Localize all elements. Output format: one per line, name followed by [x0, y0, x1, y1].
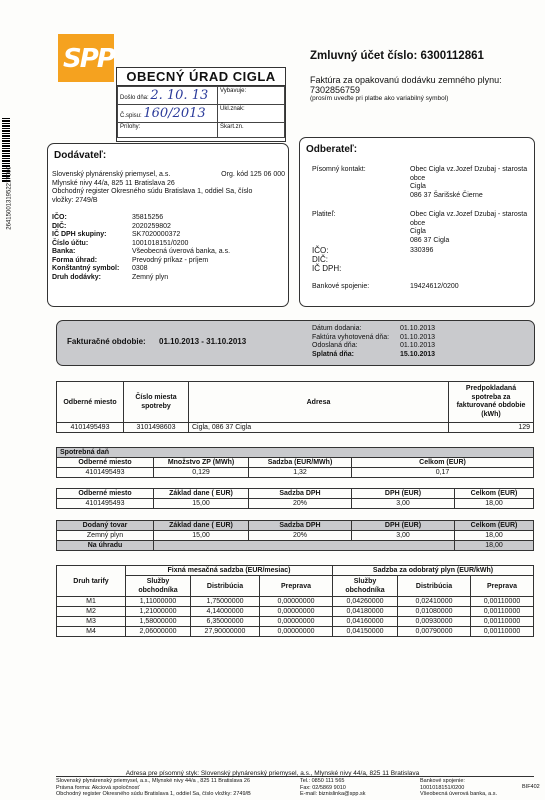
supplier-bank: Všeobecná úverová banka, a.s.: [132, 248, 231, 255]
cell: 20%: [249, 499, 352, 509]
table-row: [57, 468, 534, 478]
invoice-number: 7302856759: [310, 85, 361, 95]
cell: 0,00790000: [398, 627, 471, 637]
table-row: [57, 617, 534, 627]
col-header: DPH (EUR): [352, 489, 455, 499]
contact-line: obce: [410, 174, 426, 182]
cell: 18,00: [455, 531, 534, 541]
col-header: Množstvo ZP (MWh): [154, 458, 249, 468]
footer-line: 1001018151/0200: [420, 784, 465, 791]
vat-table: [56, 488, 534, 509]
table-row: [57, 423, 534, 433]
table-row: [57, 627, 534, 637]
goods-table: [56, 520, 534, 551]
cell: 0,00000000: [260, 617, 333, 627]
cell: 1,75000000: [191, 597, 260, 607]
stamp-attachments-label: Prílohy:: [120, 124, 141, 130]
cell: 0,00110000: [471, 607, 534, 617]
supplier-delivery-label: Druh dodávky:: [52, 273, 102, 281]
account-title: Zmluvný účet číslo: 6300112861: [310, 50, 484, 62]
col-header: Druh tarify: [57, 566, 126, 597]
col-header: Sadzba DPH: [249, 489, 352, 499]
col-header: Distribúcia: [398, 576, 471, 597]
cell: 15,00: [154, 499, 249, 509]
footer-line: Tel.: 0850 111 565: [300, 778, 345, 784]
col-header: Číslo miesta spotreby: [124, 382, 189, 423]
stamp-reg-label: Ukl.znak:: [220, 106, 245, 112]
supplier-account: 1001018151/0200: [132, 239, 189, 247]
customer-heading: Odberateľ:: [306, 144, 358, 155]
cell: 1,11000000: [126, 597, 191, 607]
supplier-details: [52, 214, 285, 282]
col-header: Odberné miesto: [57, 458, 154, 468]
col-header: Dodaný tovar: [57, 521, 154, 531]
footer-bank: [420, 778, 520, 798]
cell: Cigla, 086 37 Cigla: [189, 423, 449, 433]
customer-ico-label: IČO:: [312, 246, 329, 255]
cell: M4: [57, 627, 126, 637]
cell: 0,04150000: [333, 627, 398, 637]
cell: 0,00110000: [471, 617, 534, 627]
stamp-file-label: Č.spisu:: [120, 113, 142, 119]
cell: 0,17: [352, 468, 534, 478]
cell: 6,35000000: [191, 617, 260, 627]
cell: 27,90000000: [191, 627, 260, 637]
cell: 0,00930000: [398, 617, 471, 627]
cell: 3101498603: [124, 423, 189, 433]
col-header: Odberné miesto: [57, 489, 154, 499]
col-header: Služby obchodníka: [333, 576, 398, 597]
supplier-payment-label: Forma úhrad:: [52, 256, 98, 264]
customer-ico: 330396: [410, 247, 434, 254]
col-header: Predpokladaná spotreba za fakturované obdobie (kWh): [449, 382, 534, 423]
footer-address: Adresa pre písomný styk: Slovenský plynárenský priemysel, a.s., Mlynské nivy 44/a, 825 11 Bratislava: [125, 770, 420, 777]
payer-label: Platiteľ:: [312, 211, 336, 218]
supplier-box: [47, 143, 289, 307]
cell: 0,00000000: [260, 607, 333, 617]
col-header: Celkom (EUR): [455, 521, 534, 531]
supplier-ico-label: IČO:: [52, 214, 67, 221]
supplier-address: Mlynské nivy 44/a, 825 11 Bratislava 26: [52, 179, 175, 187]
cell: 129: [449, 423, 534, 433]
cell: 15,00: [154, 531, 249, 541]
issue-date-label: Faktúra vyhotovená dňa:: [312, 333, 390, 341]
supplier-constant-label: Konštantný symbol:: [52, 265, 120, 272]
cell: 0,04160000: [333, 617, 398, 627]
cell: 1,21000000: [126, 607, 191, 617]
col-header: Sadzba za odobratý plyn (EUR/kWh): [333, 566, 534, 576]
invoice-line: Faktúra za opakovanú dodávku zemného plynu:: [310, 75, 502, 85]
supplier-icdph: SK7020000372: [132, 231, 181, 238]
contact-line: 086 37 Šarišské Čierne: [410, 191, 483, 199]
customer-icdph-label: IČ DPH:: [312, 264, 342, 273]
stamp-handles-label: Vybavuje:: [220, 88, 247, 94]
period-dates: [312, 325, 435, 359]
total-row: [57, 541, 534, 551]
payer-line: Cigla: [410, 228, 426, 235]
stamp-file-handwritten: 160/2013: [143, 106, 206, 121]
cell: M2: [57, 607, 126, 617]
supplier-register-2: vložky: 2749/B: [52, 196, 98, 204]
supplier-account-label: Číslo účtu:: [52, 239, 89, 247]
cell: 0,04180000: [333, 607, 398, 617]
supplier-register: Obchodný register Okresného súdu Bratislava 1, oddiel Sa, číslo: [52, 188, 253, 195]
cell: 3,00: [352, 531, 455, 541]
supplier-dic-label: DIČ:: [52, 222, 67, 230]
cell: 1,32: [249, 468, 352, 478]
footer-code: BIF402: [522, 784, 540, 790]
col-header: Služby obchodníka: [126, 576, 191, 597]
supplier-icdph-label: IČ DPH skupiny:: [52, 231, 107, 238]
cell: 0,00000000: [260, 627, 333, 637]
col-header: Celkom (EUR): [352, 458, 534, 468]
due-date: 15.10.2013: [400, 350, 436, 358]
cell: 4101495493: [57, 423, 124, 433]
stamp-title: OBECNÝ ÚRAD CIGLA: [117, 68, 285, 86]
payer-block: [410, 211, 530, 245]
cell: 4,14000000: [191, 607, 260, 617]
contact-line: Obec Cigla vz.Jozef Dzubaj - starosta: [410, 166, 528, 173]
cell: 20%: [249, 531, 352, 541]
period-label: Fakturačné obdobie:: [67, 337, 146, 346]
cell: 0,00110000: [471, 627, 534, 637]
supplier-org: Org. kód 125 06 000: [221, 171, 285, 178]
table-row: [57, 607, 534, 617]
cell: 0,02410000: [398, 597, 471, 607]
supplier-ico: 35815256: [132, 214, 164, 221]
supplier-heading: Dodávateľ:: [54, 150, 107, 161]
supplier-constant: 0308: [132, 265, 148, 272]
cell: 0,01080000: [398, 607, 471, 617]
excise-tax-table: [56, 447, 534, 478]
footer-contact: [300, 778, 400, 798]
footer-divider: [56, 776, 534, 777]
col-header: Odberné miesto: [57, 382, 124, 423]
customer-bank: 19424612/0200: [410, 283, 459, 290]
footer-line: Fax: 02/5869 9010: [300, 784, 346, 791]
payer-line: 086 37 Cigla: [410, 236, 450, 244]
invoice-header: [310, 50, 542, 102]
cell: M1: [57, 597, 126, 607]
cell: 0,00000000: [260, 597, 333, 607]
col-header: Základ dane ( EUR): [154, 521, 249, 531]
col-header: Sadzba DPH: [249, 521, 352, 531]
delivery-date-label: Dátum dodania:: [312, 325, 362, 332]
col-header: Sadzba (EUR/MWh): [249, 458, 352, 468]
cell: 0,00110000: [471, 597, 534, 607]
customer-ids: [312, 246, 341, 273]
consumption-place-table: [56, 381, 534, 433]
col-header: Preprava: [260, 576, 333, 597]
footer-line: E-mail: biznislinka@spp.sk: [300, 791, 366, 797]
contact-label: Písomný kontakt:: [312, 166, 366, 173]
cell: M3: [57, 617, 126, 627]
table-row: [57, 499, 534, 509]
col-header: Fixná mesačná sadzba (EUR/mesiac): [126, 566, 333, 576]
col-header: Adresa: [189, 382, 449, 423]
contact-line: Cigla: [410, 183, 426, 190]
cell: 3,00: [352, 499, 455, 509]
footer-line: Obchodný register Okresného súdu Bratislava 1, oddiel Sa, číslo vložky: 2749/B: [56, 791, 251, 797]
supplier-dic: 2020259802: [132, 222, 171, 230]
col-header: Distribúcia: [191, 576, 260, 597]
supplier-bank-label: Banka:: [52, 248, 76, 255]
barcode-number: 2641500131952217000: [6, 166, 13, 230]
contact-block: [410, 166, 530, 200]
stamp-date-handwritten: 2. 10. 13: [150, 88, 209, 103]
delivery-date: 01.10.2013: [400, 325, 436, 332]
cell: 0,129: [154, 468, 249, 478]
footer-line: Bankové spojenie:: [420, 778, 465, 784]
customer-bank-label: Bankové spojenie:: [312, 283, 370, 290]
cell: 1,58000000: [126, 617, 191, 627]
footer-line: Právna forma: Akciová spoločnosť: [56, 784, 140, 791]
footer-line: Všeobecná úverová banka, a.s.: [420, 791, 498, 797]
col-header: Preprava: [471, 576, 534, 597]
registry-stamp: [116, 67, 286, 142]
col-header: DPH (EUR): [352, 521, 455, 531]
sent-date: 01.10.2013: [400, 342, 436, 349]
cell: Zemný plyn: [57, 531, 154, 541]
billing-period-bar: [56, 320, 535, 366]
supplier-name: Slovenský plynárenský priemysel, a.s.: [52, 171, 171, 178]
col-header: Základ dane ( EUR): [154, 489, 249, 499]
customer-dic-label: DIČ:: [312, 255, 328, 264]
cell: 2,06000000: [126, 627, 191, 637]
footer-company: [56, 778, 292, 798]
col-header: Celkom (EUR): [455, 489, 534, 499]
tariff-table: [56, 565, 534, 637]
period-value: 01.10.2013 - 31.10.2013: [159, 337, 247, 346]
stamp-date-label: Došlo dňa:: [120, 95, 149, 101]
amount-due-label: Na úhradu: [57, 541, 154, 551]
cell: 4101495493: [57, 468, 154, 478]
table-row: [57, 597, 534, 607]
footer-line: Slovenský plynárenský priemysel, a.s., Mlynské nivy 44/a , 825 11 Bratislava 26: [56, 778, 251, 784]
cell: 0,04260000: [333, 597, 398, 607]
spp-logo: SPP: [58, 34, 114, 82]
payer-line: Obec Cigla vz.Jozef Dzubaj - starosta: [410, 211, 528, 218]
cell: 4101495493: [57, 499, 154, 509]
issue-date: 01.10.2013: [400, 333, 436, 341]
cell: 18,00: [455, 499, 534, 509]
customer-box: [299, 137, 535, 307]
sent-date-label: Odoslaná dňa:: [312, 342, 358, 349]
invoice-note: (prosím uveďte pri platbe ako variabilný symbol): [310, 95, 449, 102]
payer-line: obce: [410, 219, 426, 227]
amount-due: 18,00: [455, 541, 534, 551]
stamp-period-label: Škart.zn.: [220, 124, 244, 130]
supplier-delivery: Zemný plyn: [132, 273, 169, 281]
table-row: [57, 531, 534, 541]
excise-tax-title: Spotrebná daň: [57, 448, 534, 458]
supplier-payment: Prevodný príkaz - príjem: [132, 256, 209, 264]
due-date-label: Splatná dňa:: [312, 350, 355, 358]
